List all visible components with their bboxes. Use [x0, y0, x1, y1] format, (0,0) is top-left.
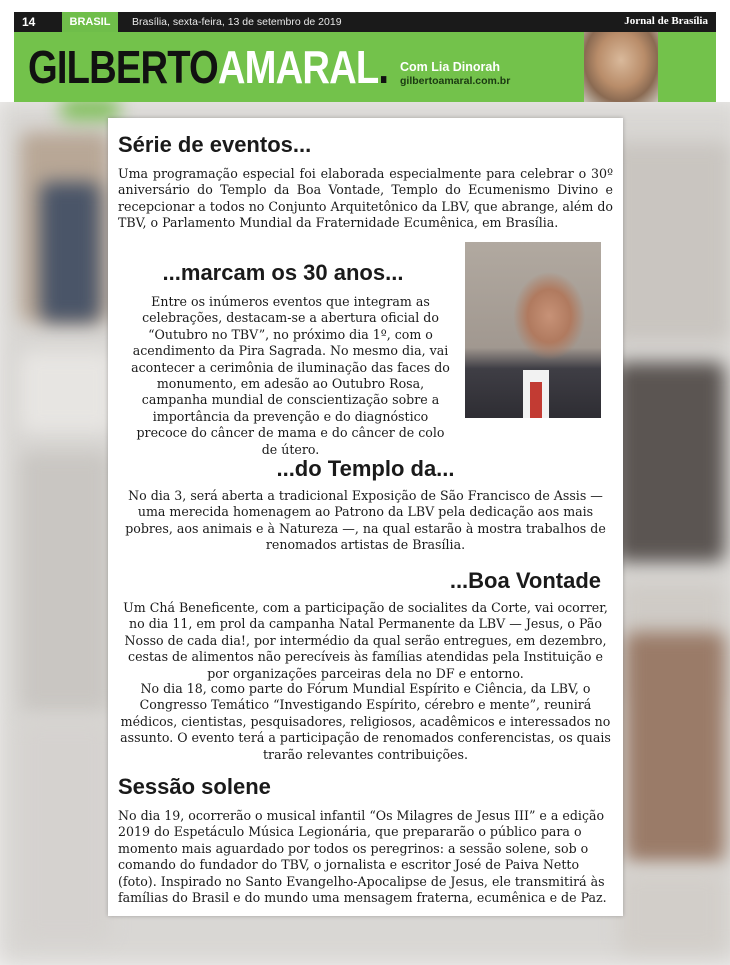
column-masthead: [14, 32, 716, 102]
column-title-first: GILBERTO: [28, 41, 218, 93]
section-text-series: Uma programação especial foi elaborada especialmente para celebrar o 30º aniversário do Templo da Boa Vontade, Templo do Ecumenismo Divino e recepcionar a todos no Conjunto Arquitetônico da LBV, que abrange, além do TBV, o Parlamento Mundial da Fraternidade Ecumênica, em Brasília.: [118, 166, 613, 231]
website: gilbertoamaral.com.br: [400, 75, 511, 87]
section-heading-sessao-solene: Sessão solene: [118, 774, 271, 799]
top-bar: [14, 12, 716, 32]
column-title-dot: .: [378, 41, 389, 93]
section-heading-30-years: ...marcam os 30 anos...: [162, 260, 404, 285]
newspaper-name: Jornal de Brasília: [624, 15, 708, 27]
section-heading-templo: ...do Templo da...: [276, 456, 455, 481]
section-label: BRASIL: [62, 12, 118, 32]
co-author: Com Lia Dinorah: [400, 60, 501, 74]
section-text-boa-vontade-1: Um Chá Beneficente, com a participação de socialites da Corte, vai ocorrer, no dia 11, em prol da campanha Natal Permanente da LBV — Jesus, o Pão Nosso de cada dia!, por intermédio da qual serão entregues, em dezembro, cestas de alimentos não perecíveis às famílias atendidas pela Instituição e por organizações parceiras dela no DF e entorno.: [123, 600, 608, 681]
section-heading-series: Série de eventos...: [118, 132, 312, 157]
section-text-templo: No dia 3, será aberta a tradicional Exposição de São Francisco de Assis — uma merecida homenagem ao Patrono da LBV pela dedicação aos mais pobres, aos animais e à Natureza —, na qual estarão à mostra trabalhos de renomados artistas de Brasília.: [125, 488, 606, 553]
page-number: 14: [22, 15, 36, 29]
photo-tie: [530, 382, 542, 418]
jose-de-paiva-netto-photo: [465, 242, 601, 418]
column-title: [28, 41, 388, 93]
byline: [400, 60, 510, 87]
columnist-photo: [584, 32, 658, 102]
section-heading-boa-vontade: ...Boa Vontade: [449, 568, 601, 593]
column-title-last: AMARAL: [217, 41, 379, 93]
article-card: [108, 118, 623, 916]
edition-date: Brasília, sexta-feira, 13 de setembro de 2019: [132, 16, 342, 28]
section-text-30-years: Entre os inúmeros eventos que integram as celebrações, destacam-se a abertura oficial do “Outubro no TBV”, no próximo dia 1º, com o acendimento da Pira Sagrada. No mesmo dia, vai acontecer a cerimônia de iluminação das faces do monumento, em adesão ao Outubro Rosa, campanha mundial de conscientização sobre a importância da prevenção e do diagnóstico precoce do câncer de mama e do câncer de colo de útero.: [131, 294, 450, 457]
section-text-boa-vontade-2: No dia 18, como parte do Fórum Mundial Espírito e Ciência, da LBV, o Congresso Temático “Investigando Espírito, cérebro e mente”, reunirá médicos, cientistas, pesquisadores, religiosos, acadêmicos e interessados no assunto. O evento terá a participação de renomados conferencistas, os quais trarão relevantes contribuições.: [120, 681, 611, 762]
section-text-sessao-solene: No dia 19, ocorrerão o musical infantil “Os Milagres de Jesus III” e a edição 2019 do Espetáculo Música Legionária, que prepararão o público para o momento mais aguardado por todos os peregrinos: a sessão solene, sob o comando do fundador do TBV, o jornalista e escritor José de Paiva Netto (foto). Inspirado no Santo Evangelho-Apocalipse de Jesus, ele transmitirá às famílias do Brasil e do mundo uma mensagem fraterna, ecumênica e de Paz.: [118, 808, 607, 906]
